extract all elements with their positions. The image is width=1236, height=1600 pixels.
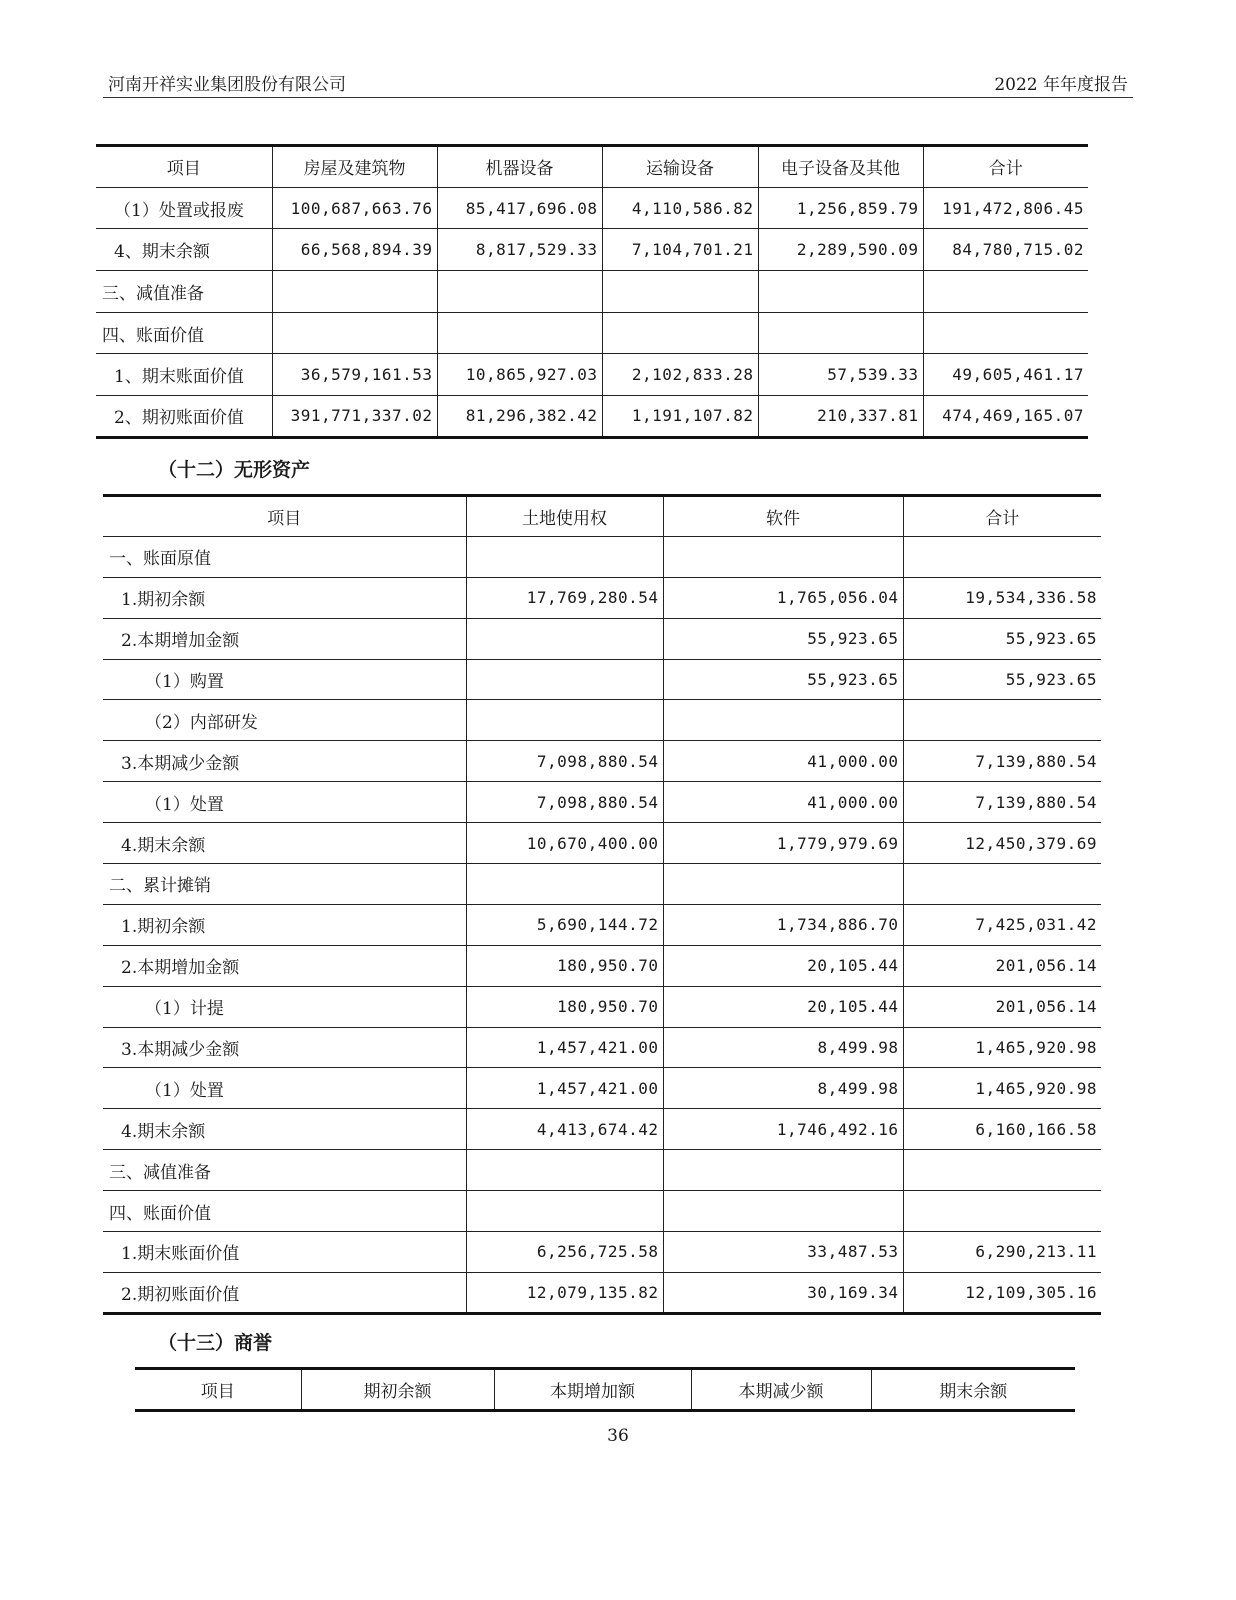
row-label: 2、期初账面价值: [96, 396, 272, 438]
table-cell: 2,289,590.09: [758, 229, 923, 271]
table-cell: 180,950.70: [466, 945, 663, 986]
table-cell: [923, 271, 1088, 313]
table-cell: 6,256,725.58: [466, 1232, 663, 1273]
table-cell: 55,923.65: [663, 659, 903, 700]
table-cell: [903, 1150, 1101, 1191]
table-row: [96, 396, 1088, 438]
table-cell: [466, 1150, 663, 1191]
table-cell: [466, 700, 663, 741]
table-cell: 85,417,696.08: [437, 187, 602, 229]
table-row: [103, 741, 1101, 782]
table-cell: 81,296,382.42: [437, 396, 602, 438]
table-cell: 49,605,461.17: [923, 354, 1088, 396]
row-label: （1）处置: [103, 1068, 466, 1109]
table-cell: [602, 271, 758, 313]
table-cell: 4,413,674.42: [466, 1109, 663, 1150]
table-cell: 10,865,927.03: [437, 354, 602, 396]
table-cell: 41,000.00: [663, 782, 903, 823]
table-row: [103, 1068, 1101, 1109]
table-header-row: [135, 1369, 1075, 1411]
row-label: （1）处置: [103, 782, 466, 823]
table-row: [103, 659, 1101, 700]
row-label: 4.期末余额: [103, 1109, 466, 1150]
table-cell: 55,923.65: [903, 659, 1101, 700]
header-company-name: 河南开祥实业集团股份有限公司: [108, 75, 346, 95]
table-row: [103, 1191, 1101, 1232]
column-header: 土地使用权: [466, 496, 663, 537]
table-cell: 57,539.33: [758, 354, 923, 396]
table-cell: [758, 312, 923, 354]
row-label: 3.本期减少金额: [103, 1027, 466, 1068]
row-label: 2.期初账面价值: [103, 1272, 466, 1313]
column-header: 本期减少额: [691, 1369, 871, 1411]
table-cell: 55,923.65: [903, 618, 1101, 659]
table-row: [103, 1232, 1101, 1273]
table-row: [96, 187, 1088, 229]
row-label: （1）购置: [103, 659, 466, 700]
column-header: 运输设备: [602, 146, 758, 188]
table-cell: [903, 536, 1101, 577]
table-cell: 210,337.81: [758, 396, 923, 438]
column-header: 本期增加额: [494, 1369, 691, 1411]
column-header: 电子设备及其他: [758, 146, 923, 188]
table-cell: 180,950.70: [466, 986, 663, 1027]
table-row: [103, 1150, 1101, 1191]
table-cell: [466, 618, 663, 659]
table-cell: 10,670,400.00: [466, 823, 663, 864]
table-row: [103, 945, 1101, 986]
table-cell: 33,487.53: [663, 1232, 903, 1273]
table-cell: 4,110,586.82: [602, 187, 758, 229]
table-cell: 1,465,920.98: [903, 1027, 1101, 1068]
column-header: 期初余额: [301, 1369, 494, 1411]
table-cell: [437, 271, 602, 313]
table-cell: 8,499.98: [663, 1027, 903, 1068]
table-cell: [466, 659, 663, 700]
table-cell: 201,056.14: [903, 986, 1101, 1027]
table-row: [103, 577, 1101, 618]
table-cell: [663, 536, 903, 577]
row-label: 1.期末账面价值: [103, 1232, 466, 1273]
column-header: 机器设备: [437, 146, 602, 188]
table-cell: [663, 1150, 903, 1191]
row-label: 1.期初余额: [103, 577, 466, 618]
table-cell: 1,256,859.79: [758, 187, 923, 229]
table-row: [96, 229, 1088, 271]
column-header: 项目: [135, 1369, 301, 1411]
table-row: [103, 536, 1101, 577]
table-row: [96, 271, 1088, 313]
table-row: [103, 986, 1101, 1027]
table-header-row: [96, 146, 1088, 188]
row-label: 1、期末账面价值: [96, 354, 272, 396]
row-label: （1）计提: [103, 986, 466, 1027]
table-cell: 1,191,107.82: [602, 396, 758, 438]
table-cell: 1,779,979.69: [663, 823, 903, 864]
table-row: [103, 700, 1101, 741]
table-row: [96, 354, 1088, 396]
table-row: [103, 864, 1101, 905]
table-cell: [663, 1191, 903, 1232]
page-number: 36: [607, 1426, 629, 1446]
table-cell: 1,457,421.00: [466, 1027, 663, 1068]
goodwill-table: [135, 1367, 1075, 1412]
table-cell: [758, 271, 923, 313]
column-header: 合计: [903, 496, 1101, 537]
column-header: 期末余额: [871, 1369, 1075, 1411]
table-row: [103, 618, 1101, 659]
row-label: 2.本期增加金额: [103, 945, 466, 986]
table-cell: 17,769,280.54: [466, 577, 663, 618]
table-cell: 20,105.44: [663, 986, 903, 1027]
table-cell: 391,771,337.02: [272, 396, 437, 438]
row-label: （2）内部研发: [103, 700, 466, 741]
fixed-assets-table: [96, 144, 1088, 439]
table-cell: [923, 312, 1088, 354]
table-cell: 1,465,920.98: [903, 1068, 1101, 1109]
table-cell: [903, 700, 1101, 741]
table-cell: 20,105.44: [663, 945, 903, 986]
table-cell: 41,000.00: [663, 741, 903, 782]
table-cell: [663, 700, 903, 741]
row-label: 4.期末余额: [103, 823, 466, 864]
column-header: 合计: [923, 146, 1088, 188]
table-cell: 7,139,880.54: [903, 741, 1101, 782]
table-cell: 1,746,492.16: [663, 1109, 903, 1150]
table-cell: 55,923.65: [663, 618, 903, 659]
table-cell: 12,079,135.82: [466, 1272, 663, 1313]
row-label: 一、账面原值: [103, 536, 466, 577]
table-cell: 6,160,166.58: [903, 1109, 1101, 1150]
table-cell: 7,425,031.42: [903, 904, 1101, 945]
table-cell: 12,450,379.69: [903, 823, 1101, 864]
table-cell: 100,687,663.76: [272, 187, 437, 229]
row-label: 四、账面价值: [96, 312, 272, 354]
table-cell: 84,780,715.02: [923, 229, 1088, 271]
table-row: [103, 904, 1101, 945]
table-cell: 8,499.98: [663, 1068, 903, 1109]
row-label: 三、减值准备: [96, 271, 272, 313]
table-cell: [272, 271, 437, 313]
header-divider: [103, 97, 1133, 98]
row-label: 二、累计摊销: [103, 864, 466, 905]
section-title-goodwill: （十三）商誉: [158, 1332, 273, 1354]
row-label: 2.本期增加金额: [103, 618, 466, 659]
column-header: 项目: [96, 146, 272, 188]
table-cell: [466, 536, 663, 577]
row-label: 四、账面价值: [103, 1191, 466, 1232]
header-report-title: 2022 年年度报告: [994, 75, 1128, 95]
intangible-assets-table: [103, 494, 1101, 1315]
table-cell: 6,290,213.11: [903, 1232, 1101, 1273]
table-cell: [663, 864, 903, 905]
table-cell: 12,109,305.16: [903, 1272, 1101, 1313]
table-cell: 7,098,880.54: [466, 782, 663, 823]
column-header: 房屋及建筑物: [272, 146, 437, 188]
table-cell: [602, 312, 758, 354]
table-cell: 201,056.14: [903, 945, 1101, 986]
table-cell: 7,139,880.54: [903, 782, 1101, 823]
table-cell: 474,469,165.07: [923, 396, 1088, 438]
column-header: 项目: [103, 496, 466, 537]
table-row: [103, 1109, 1101, 1150]
table-row: [103, 1027, 1101, 1068]
row-label: 4、期末余额: [96, 229, 272, 271]
column-header: 软件: [663, 496, 903, 537]
table-cell: [437, 312, 602, 354]
table-cell: 5,690,144.72: [466, 904, 663, 945]
table-row: [96, 312, 1088, 354]
table-header-row: [103, 496, 1101, 537]
table-cell: 2,102,833.28: [602, 354, 758, 396]
table-cell: 1,765,056.04: [663, 577, 903, 618]
table-cell: [466, 1191, 663, 1232]
table-cell: [272, 312, 437, 354]
row-label: 1.期初余额: [103, 904, 466, 945]
table-cell: 19,534,336.58: [903, 577, 1101, 618]
table-cell: 8,817,529.33: [437, 229, 602, 271]
row-label: 三、减值准备: [103, 1150, 466, 1191]
table-cell: 36,579,161.53: [272, 354, 437, 396]
table-cell: 7,104,701.21: [602, 229, 758, 271]
table-cell: [466, 864, 663, 905]
row-label: 3.本期减少金额: [103, 741, 466, 782]
table-cell: 66,568,894.39: [272, 229, 437, 271]
row-label: （1）处置或报废: [96, 187, 272, 229]
table-cell: [903, 1191, 1101, 1232]
section-title-intangible-assets: （十二）无形资产: [158, 459, 311, 481]
table-row: [103, 782, 1101, 823]
table-cell: 191,472,806.45: [923, 187, 1088, 229]
table-row: [103, 1272, 1101, 1313]
table-cell: 30,169.34: [663, 1272, 903, 1313]
table-cell: [903, 864, 1101, 905]
table-cell: 1,734,886.70: [663, 904, 903, 945]
table-cell: 1,457,421.00: [466, 1068, 663, 1109]
table-row: [103, 823, 1101, 864]
table-cell: 7,098,880.54: [466, 741, 663, 782]
